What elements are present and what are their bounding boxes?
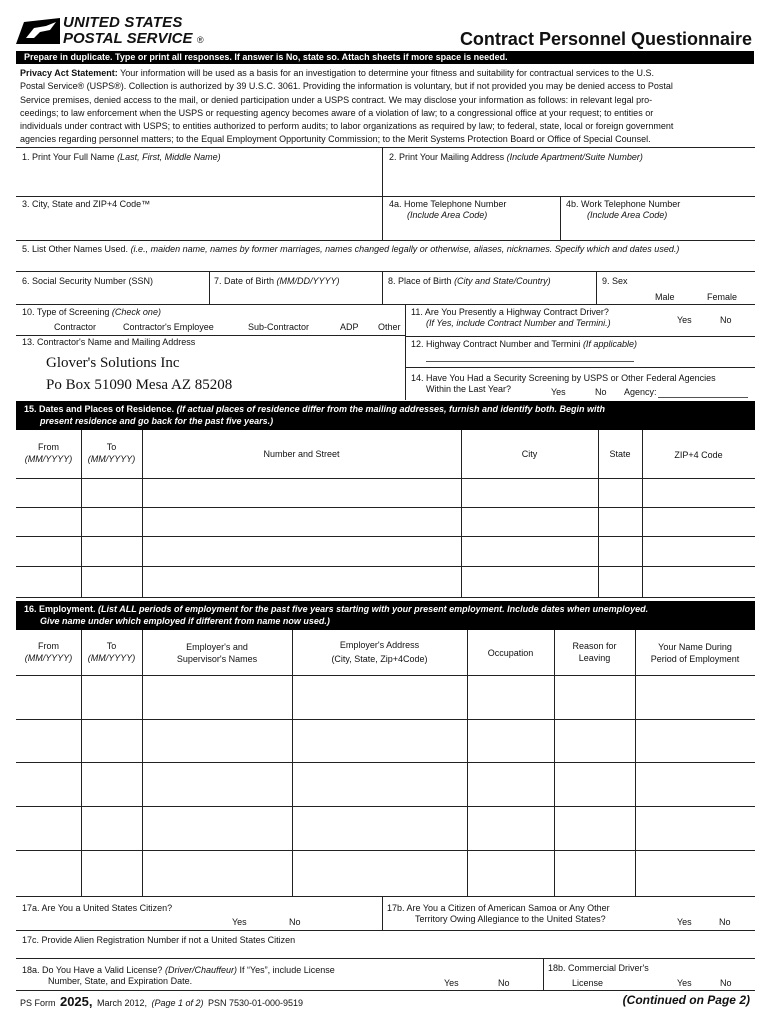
col-header-address-sub: (City, State, Zip+4Code) [331, 654, 428, 664]
field-label-italic: (Include Apartment/Suite Number) [506, 152, 643, 162]
highway-option-no[interactable]: No [720, 315, 732, 325]
privacy-line: Your information will be used as a basis for an investigation to determine your fitness and suitability for contractual services to the U.S. [120, 68, 655, 78]
license-option-no[interactable]: No [498, 978, 510, 988]
col-header-reason: Reason for [572, 641, 617, 651]
cdl-option-yes[interactable]: Yes [677, 978, 692, 988]
section15-bar [16, 401, 755, 430]
field-label-italic: (City and State/Country) [454, 276, 551, 286]
col-header-yourname-sub: Period of Employment [650, 654, 740, 664]
field-label-italic: (i.e., maiden name, names by former marriages, names changed legally or otherwise, aliases, nicknames. Specify which and dates used.) [130, 244, 680, 254]
field-screening-type [16, 305, 405, 335]
col-header-to: To [106, 442, 117, 452]
field-label: 11. Are You Presently a Highway Contract Driver? [411, 307, 609, 317]
section16-subtitle: (List ALL periods of employment for the past five years starting with your present employment. Include dates when unemployed. [98, 604, 649, 614]
field-label-italic: (Driver/Chauffeur) [164, 965, 237, 975]
employment-row[interactable] [16, 676, 755, 719]
field-contractor-address[interactable] [16, 336, 405, 400]
instructions-bar [16, 51, 754, 64]
field-label: 18a. Do You Have a Valid License? [22, 965, 163, 975]
section15-subtitle: (If actual places of residence differ from the mailing addresses, furnish and identify both. Begin with [176, 404, 606, 414]
section15-title: 15. Dates and Places of Residence. [24, 404, 175, 414]
col-header-yourname: Your Name During [658, 642, 732, 652]
field-label: 4a. Home Telephone Number [389, 199, 507, 209]
field-home-phone[interactable] [383, 197, 560, 240]
screening-option-contractor[interactable]: Contractor [54, 322, 97, 332]
field-label: 10. Type of Screening [22, 307, 110, 317]
col-header-employer-sub: Supervisor's Names [176, 654, 258, 664]
field-label: 4b. Work Telephone Number [566, 199, 681, 209]
field-mailing-address[interactable] [383, 148, 755, 196]
license-option-yes[interactable]: Yes [444, 978, 459, 988]
field-highway-contract-number[interactable] [406, 337, 755, 367]
footer-page: (Page 1 of 2) [151, 998, 204, 1008]
field-full-name[interactable] [16, 148, 382, 196]
residence-table [16, 430, 755, 598]
field-label: 5. List Other Names Used. [22, 244, 129, 254]
sex-option-female[interactable]: Female [707, 292, 738, 302]
form-title: Contract Personnel Questionnaire [459, 29, 752, 49]
contractor-name-value: Glover's Solutions Inc [46, 355, 180, 371]
contractor-address-value: Po Box 51090 Mesa AZ 85208 [46, 377, 233, 393]
field-label-italic: (Include Area Code) [407, 210, 488, 220]
field-label: 1. Print Your Full Name [22, 152, 115, 162]
agency-label: Agency: [624, 387, 657, 397]
footer-ps: PS Form [20, 998, 56, 1008]
field-label: 17b. Are You a Citizen of American Samoa or Any Other [387, 903, 610, 913]
footer-psn: PSN 7530-01-000-9519 [207, 998, 304, 1008]
field-highway-driver [406, 305, 755, 336]
field-sex [597, 272, 755, 304]
residence-row[interactable] [16, 537, 755, 566]
field-valid-license [16, 959, 543, 990]
field-commercial-license [544, 959, 755, 990]
field-label-italic: (MM/DD/YYYY) [276, 276, 340, 286]
field-place-of-birth[interactable] [383, 272, 596, 304]
agency-input[interactable] [658, 397, 748, 398]
col-header-to-sub: (MM/YYYY) [87, 653, 136, 663]
employment-row[interactable] [16, 720, 755, 762]
privacy-line: Service premises, denied access to the mail, or denied participation under a USPS contract. We may disclose your information as follows: in relevant legal pro- [20, 94, 653, 105]
field-city-state-zip[interactable] [16, 197, 382, 240]
col-header-employer: Employer's and [186, 642, 248, 652]
territory-option-no[interactable]: No [719, 917, 731, 927]
employment-row[interactable] [16, 807, 755, 850]
field-label: Territory Owing Allegiance to the United States? [415, 914, 606, 924]
residence-row[interactable] [16, 567, 755, 597]
privacy-line: agencies regarding personnel matters; to the Equal Employment Opportunity Commission; to the Merit Systems Protection Board or Office of Special Counsel. [20, 134, 651, 145]
field-label-italic: (If applicable) [582, 339, 637, 349]
col-header-reason-sub: Leaving [578, 653, 611, 663]
field-ssn[interactable] [16, 272, 209, 304]
highway-option-yes[interactable]: Yes [677, 315, 692, 325]
field-label: 14. Have You Had a Security Screening by USPS or Other Federal Agencies [411, 373, 716, 383]
logo-reg: ® [196, 35, 204, 45]
col-header-from-sub: (MM/YYYY) [24, 653, 73, 663]
field-label: If “Yes”, include License [239, 965, 335, 975]
cdl-option-no[interactable]: No [720, 978, 732, 988]
privacy-line: individuals under contract with USPS; to entities authorized to perform audits; to labor organizations as required by law; to federal, state, local or foreign government [20, 121, 674, 132]
col-header-street: Number and Street [263, 449, 340, 459]
field-label: 3. City, State and ZIP+4 Code™ [22, 199, 151, 209]
col-header-to-sub: (MM/YYYY) [87, 454, 136, 464]
privacy-line: Postal Service® (USPS®). Collection is authorized by 39 U.S.C. 3061. Providing the information is voluntary, but if not provided you may be denied access to Postal [20, 81, 673, 92]
logo-line2: POSTAL SERVICE [63, 30, 193, 47]
field-label-italic: (If Yes, include Contract Number and Termini.) [426, 318, 611, 328]
field-alien-registration[interactable] [16, 931, 755, 958]
screening-option-other[interactable]: Other [378, 322, 401, 332]
col-header-city: City [521, 449, 538, 459]
col-header-from: From [38, 641, 59, 651]
screening-option-adp[interactable]: ADP [340, 322, 359, 332]
col-header-occupation: Occupation [487, 648, 534, 658]
field-label: 13. Contractor's Name and Mailing Address [22, 337, 196, 347]
field-label-italic: (Last, First, Middle Name) [117, 152, 221, 162]
privacy-line: ceedings; to law enforcement when the USPS or requesting agency becomes aware of a violation of law; to a congressional office at your request; to entities or [20, 107, 654, 118]
field-label: 18b. Commercial Driver's [548, 963, 649, 973]
citizen-option-yes[interactable]: Yes [232, 917, 247, 927]
residence-row[interactable] [16, 508, 755, 536]
field-label: Within the Last Year? [426, 384, 512, 394]
field-label: 17a. Are You a United States Citizen? [22, 903, 173, 913]
field-security-screening [406, 368, 755, 400]
logo-line1: UNITED STATES [63, 14, 183, 31]
field-label-italic: (Include Area Code) [587, 210, 668, 220]
footer-date: March 2012, [96, 998, 147, 1008]
field-label: 9. Sex [602, 276, 628, 286]
field-territory-citizen [383, 898, 755, 930]
underline [426, 361, 634, 362]
footer-number: 2025, [59, 994, 93, 1009]
continued-note: (Continued on Page 2) [622, 993, 750, 1007]
field-label: License [572, 978, 604, 988]
col-header-from-sub: (MM/YYYY) [24, 454, 73, 464]
field-label-italic: (Check one) [111, 307, 161, 317]
territory-option-yes[interactable]: Yes [677, 917, 692, 927]
section16-title: 16. Employment. [24, 604, 96, 614]
instructions-text: Prepare in duplicate. Type or print all responses. If answer is No, state so. Attach sheets if more space is needed. [24, 52, 508, 62]
col-header-address: Employer's Address [339, 640, 420, 650]
usps-logo [16, 14, 206, 48]
screening-option-contractor-employee[interactable]: Contractor's Employee [123, 322, 214, 332]
form-footer [20, 993, 303, 1011]
field-label: 8. Place of Birth [388, 276, 452, 286]
col-header-to: To [106, 641, 117, 651]
screening-option-no[interactable]: No [595, 387, 607, 397]
field-dob[interactable] [210, 272, 382, 304]
section16-bar [16, 601, 755, 630]
field-work-phone[interactable] [561, 197, 755, 240]
employment-table [16, 630, 755, 897]
field-us-citizen [16, 898, 382, 930]
field-label: 17c. Provide Alien Registration Number if not a United States Citizen [22, 935, 296, 945]
field-label: 7. Date of Birth [214, 276, 275, 286]
col-header-from: From [38, 442, 59, 452]
privacy-label: Privacy Act Statement: [20, 68, 118, 78]
col-header-state: State [609, 449, 631, 459]
section16-subtitle2: Give name under which employed if different from name now used.) [40, 616, 330, 626]
employment-row[interactable] [16, 851, 755, 896]
section15-subtitle2: present residence and go back for the past five years.) [40, 416, 274, 426]
field-label: 12. Highway Contract Number and Termini [411, 339, 581, 349]
field-other-names[interactable] [16, 241, 755, 271]
sex-option-male[interactable]: Male [655, 292, 675, 302]
citizen-option-no[interactable]: No [289, 917, 301, 927]
eagle-icon [16, 18, 60, 44]
col-header-zip: ZIP+4 Code [674, 450, 723, 460]
screening-option-subcontractor[interactable]: Sub-Contractor [248, 322, 310, 332]
field-label: 6. Social Security Number (SSN) [22, 276, 154, 286]
screening-option-yes[interactable]: Yes [551, 387, 566, 397]
employment-row[interactable] [16, 763, 755, 806]
field-label: Number, State, and Expiration Date. [48, 976, 193, 986]
residence-row[interactable] [16, 479, 755, 507]
privacy-statement [20, 67, 755, 147]
field-label: 2. Print Your Mailing Address [389, 152, 505, 162]
